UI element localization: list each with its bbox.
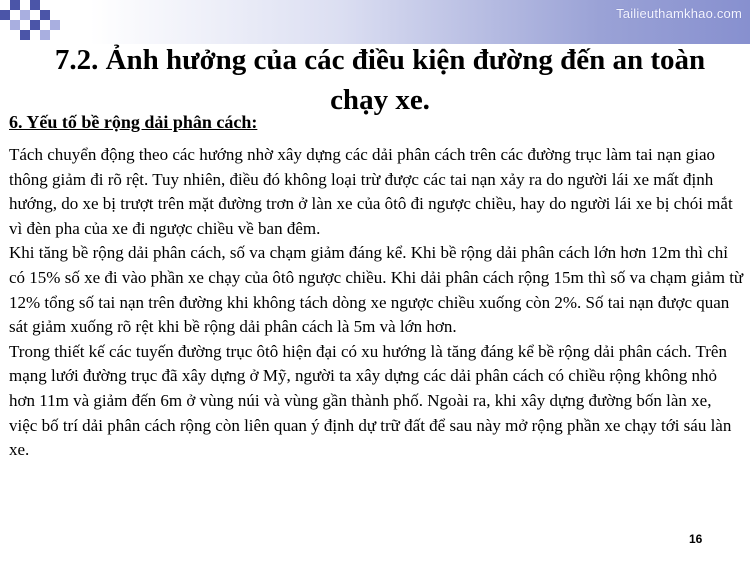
body-paragraph-3: Trong thiết kế các tuyến đường trục ôtô hiện đại có xu hướng là tăng đáng kể bề rộng dải phân cách. Trên mạng lưới đường trục đã xây dựng ở Mỹ, người ta xây dựng các dải phân cách có chiều rộng không nhỏ hơn 11m và giảm đến 6m ở vùng núi và vùng gần thành phố. Ngoài ra, khi xây dựng đường bốn làn xe, việc bố trí dải phân cách rộng còn liên quan ý định dự trữ đất để sau này mở rộng phần xe chạy tới sáu làn xe.	[9, 341, 732, 460]
slide-body	[9, 143, 744, 463]
page-number: 16	[689, 532, 703, 546]
watermark-text: Tailieuthamkhao.com	[616, 6, 742, 21]
body-paragraph-2: Khi tăng bề rộng dải phân cách, số va chạm giảm đáng kể. Khi bề rộng dải phân cách lớn hơn 12m thì chỉ có 15% số xe đi vào phần xe chạy của ôtô ngược chiều. Khi dải phân cách rộng 15m thì số va chạm giảm từ 12% tổng số tai nạn trên đường khi không tách dòng xe ngược chiều xuống còn 2%. Số tai nạn được quan sát giảm xuống rõ rệt khi bề rộng dải phân cách là 5m và lớn hơn.	[9, 243, 744, 337]
section-heading: 6. Yếu tố bề rộng dải phân cách:	[9, 112, 258, 132]
decorative-squares-logo	[0, 0, 70, 44]
body-paragraph-1: Tách chuyển động theo các hướng nhờ xây dựng các dải phân cách trên các đường trục làm tai nạn giao thông giảm đi rõ rệt. Tuy nhiên, điều đó không loại trừ được các tai nạn xảy ra do người lái xe mất định hướng, do xe bị trượt trên mặt đường trơn ở làn xe của ôtô đi ngược chiều, hay do người lái xe bị chói mắt vì đèn pha của xe đi ngược chiều về ban đêm.	[9, 145, 733, 238]
slide-title: 7.2. Ảnh hưởng của các điều kiện đường đến an toàn chạy xe.	[54, 44, 706, 116]
